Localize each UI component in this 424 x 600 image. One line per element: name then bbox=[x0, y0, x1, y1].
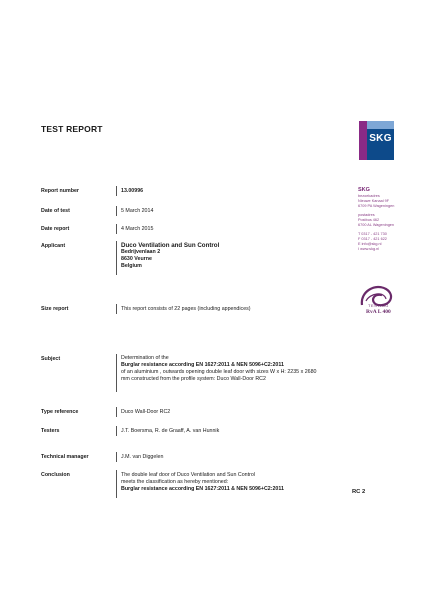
applicant-name: Duco Ventilation and Sun Control bbox=[121, 242, 220, 249]
label-date-report: Date report bbox=[41, 226, 70, 232]
label-report-number: Report number bbox=[41, 188, 79, 194]
email: E info@skg.nl bbox=[358, 242, 382, 246]
post-city: 6700 AL Wageningen bbox=[358, 223, 395, 227]
logo-text: SKG bbox=[369, 133, 392, 144]
logo-light-band bbox=[367, 121, 394, 129]
skg-logo bbox=[359, 121, 394, 160]
value-subject bbox=[121, 355, 317, 383]
divider bbox=[116, 304, 117, 314]
rva-emblem-icon bbox=[356, 281, 402, 321]
rva-testing-mark bbox=[356, 281, 402, 321]
classification-badge: RC 2 bbox=[352, 489, 366, 495]
value-testers: J.T. Boersma, R. de Graaff, A. van Hunnik bbox=[121, 428, 220, 434]
value-applicant bbox=[121, 242, 219, 270]
website: I www.skg.nl bbox=[358, 247, 380, 251]
phone: T 0317 - 421 730 bbox=[358, 232, 387, 236]
subject-line-1: Determination of the bbox=[121, 355, 169, 361]
divider bbox=[116, 354, 117, 392]
conclusion-line-1: The double leaf door of Duco Ventilation and Sun Control bbox=[121, 472, 255, 478]
value-report-number: 13.00996 bbox=[121, 188, 144, 194]
applicant-country: Belgium bbox=[121, 263, 142, 269]
visit-label: bezoekadres bbox=[358, 194, 380, 198]
sidebar-company: SKG bbox=[358, 187, 370, 193]
applicant-street: Bedrijvenlaan 2 bbox=[121, 249, 161, 255]
value-type-reference: Duco Wall-Door RC2 bbox=[121, 409, 171, 415]
label-size-report: Size report bbox=[41, 306, 69, 312]
post-label: postadres bbox=[358, 213, 375, 217]
divider bbox=[116, 426, 117, 436]
divider bbox=[116, 224, 117, 234]
rva-code: RvA L 400 bbox=[366, 309, 391, 315]
subject-line-2: Burglar resistance according EN 1627:2011 & NEN 5096+C2:2011 bbox=[121, 362, 284, 368]
value-technical-manager: J.M. van Diggelen bbox=[121, 454, 164, 460]
divider bbox=[116, 407, 117, 417]
label-conclusion: Conclusion bbox=[41, 472, 70, 478]
conclusion-line-2: meets the classification as hereby mentioned: bbox=[121, 479, 229, 485]
post-box: Postbus 462 bbox=[358, 218, 380, 222]
logo-purple-band bbox=[359, 121, 367, 160]
value-date-of-test: 5 March 2014 bbox=[121, 208, 154, 214]
subject-line-4: mm constructed from the profile system: Duco Wall-Door RC2 bbox=[121, 376, 266, 382]
label-date-of-test: Date of test bbox=[41, 208, 70, 214]
divider bbox=[116, 206, 117, 216]
label-applicant: Applicant bbox=[41, 243, 66, 249]
label-testers: Testers bbox=[41, 428, 60, 434]
label-technical-manager: Technical manager bbox=[41, 454, 89, 460]
value-conclusion bbox=[121, 472, 284, 493]
divider bbox=[116, 452, 117, 462]
divider bbox=[116, 241, 117, 275]
visit-city: 6709 PA Wageningen bbox=[358, 204, 395, 208]
conclusion-line-3: Burglar resistance according EN 1627:2011 & NEN 5096+C2:2011 bbox=[121, 486, 284, 492]
rva-testing-label: TESTING bbox=[368, 303, 389, 308]
label-type-reference: Type reference bbox=[41, 409, 79, 415]
sidebar-contact bbox=[358, 187, 394, 252]
applicant-city: 8630 Veurne bbox=[121, 256, 152, 262]
value-date-report: 4 March 2015 bbox=[121, 226, 154, 232]
value-size-report: This report consists of 22 pages (including appendices) bbox=[121, 306, 251, 312]
subject-line-3: of an aluminium , outwards opening double leaf door with sizes W x H: 2235 x 2680 bbox=[121, 369, 317, 375]
visit-street: Nieuwe Kanaal 9F bbox=[358, 199, 390, 203]
document-title: TEST REPORT bbox=[41, 124, 103, 134]
divider bbox=[116, 186, 117, 196]
divider bbox=[116, 470, 117, 498]
fax: F 0317 - 421 622 bbox=[358, 237, 387, 241]
label-subject: Subject bbox=[41, 356, 61, 362]
